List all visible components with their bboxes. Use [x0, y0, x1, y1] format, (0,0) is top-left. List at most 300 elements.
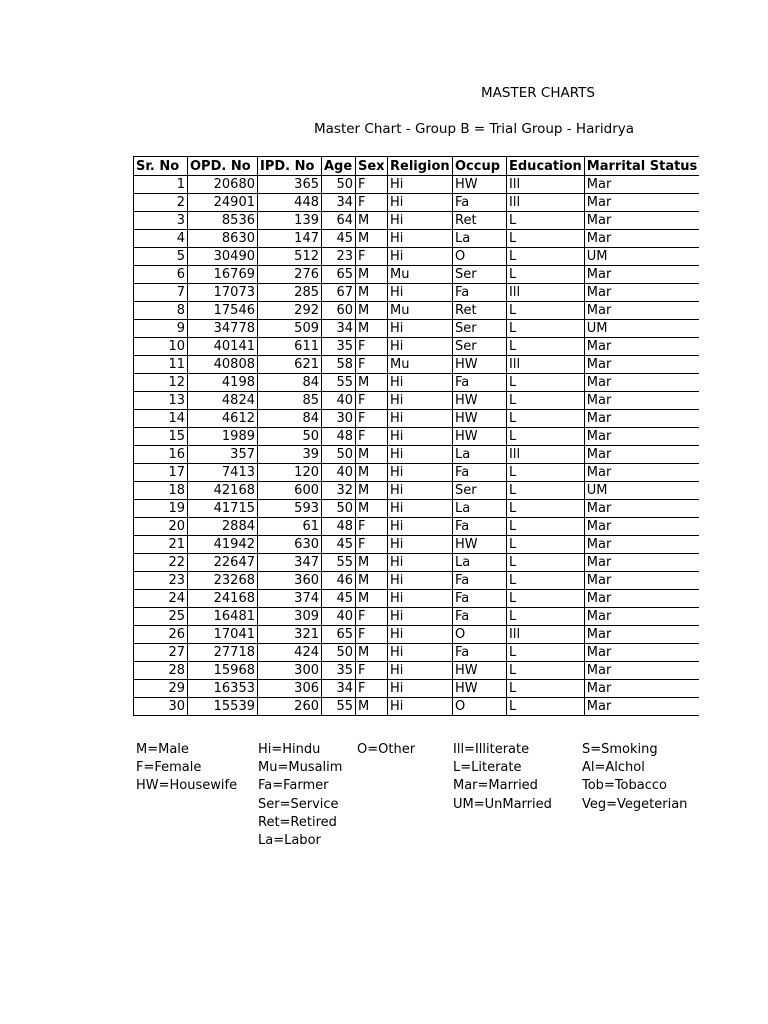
table-cell: 41715 [188, 500, 258, 518]
table-cell: 27 [134, 644, 188, 662]
table-cell: 10 [134, 338, 188, 356]
table-cell: 9 [134, 320, 188, 338]
table-cell: F [356, 608, 388, 626]
legend-item: Ill=Illiterate [453, 742, 530, 757]
table-cell: Ret [453, 302, 507, 320]
table-row [134, 482, 700, 500]
table-cell: UM [584, 320, 699, 338]
table-cell: Mar [584, 266, 699, 284]
table-cell: 509 [258, 320, 322, 338]
table-cell: 29 [134, 680, 188, 698]
column-header: Marrital Status [584, 157, 699, 176]
table-row [134, 608, 700, 626]
table-cell: 40 [322, 608, 356, 626]
table-cell: Mar [584, 428, 699, 446]
table-cell: 512 [258, 248, 322, 266]
table-cell: 17041 [188, 626, 258, 644]
table-cell: 30490 [188, 248, 258, 266]
column-header: Occup [453, 157, 507, 176]
table-cell: Fa [453, 644, 507, 662]
table-cell: 365 [258, 176, 322, 194]
table-cell: 309 [258, 608, 322, 626]
legend-item: Veg=Vegeterian [582, 796, 688, 812]
table-cell: Hi [388, 446, 453, 464]
table-cell: 50 [322, 176, 356, 194]
table-cell: 45 [322, 230, 356, 248]
table-cell: 20680 [188, 176, 258, 194]
legend-other [357, 741, 415, 759]
chart-subtitle: Master Chart - Group B = Trial Group - Haridrya [314, 121, 635, 137]
table-cell: Mar [584, 662, 699, 680]
table-cell: F [356, 410, 388, 428]
table-cell: La [453, 554, 507, 572]
table-cell: HW [453, 356, 507, 374]
table-cell: Mar [584, 410, 699, 428]
table-cell: M [356, 374, 388, 392]
table-cell: HW [453, 176, 507, 194]
table-row [134, 590, 700, 608]
table-cell: Mar [584, 554, 699, 572]
table-cell: Hi [388, 698, 453, 716]
table-cell: L [507, 374, 585, 392]
table-cell: F [356, 626, 388, 644]
table-cell: 25 [134, 608, 188, 626]
table-cell: La [453, 446, 507, 464]
column-header: Religion [388, 157, 453, 176]
table-cell: Mar [584, 194, 699, 212]
table-cell: L [507, 518, 585, 536]
table-cell: Fa [453, 572, 507, 590]
table-cell: 34 [322, 194, 356, 212]
table-cell: 7 [134, 284, 188, 302]
legend-education-marital [453, 741, 552, 814]
table-cell: Hi [388, 662, 453, 680]
table-cell: 21 [134, 536, 188, 554]
table-cell: Hi [388, 284, 453, 302]
table-row [134, 392, 700, 410]
table-cell: 276 [258, 266, 322, 284]
table-cell: Ill [507, 176, 585, 194]
table-cell: 17073 [188, 284, 258, 302]
column-header: Age [322, 157, 356, 176]
table-cell: 147 [258, 230, 322, 248]
table-cell: 32 [322, 482, 356, 500]
table-cell: Mar [584, 644, 699, 662]
table-cell: 347 [258, 554, 322, 572]
table-cell: 285 [258, 284, 322, 302]
table-header-row [134, 157, 700, 176]
table-cell: Hi [388, 212, 453, 230]
table-cell: 292 [258, 302, 322, 320]
table-cell: 16353 [188, 680, 258, 698]
table-cell: M [356, 590, 388, 608]
table-cell: Hi [388, 428, 453, 446]
table-cell: 24168 [188, 590, 258, 608]
legend-item: UM=UnMarried [453, 796, 552, 812]
table-cell: 1 [134, 176, 188, 194]
table-cell: Mar [584, 572, 699, 590]
table-cell: 600 [258, 482, 322, 500]
table-cell: L [507, 338, 585, 356]
table-cell: 34 [322, 680, 356, 698]
table-cell: 6 [134, 266, 188, 284]
table-cell: M [356, 644, 388, 662]
table-cell: L [507, 428, 585, 446]
table-cell: 39 [258, 446, 322, 464]
table-cell: 15 [134, 428, 188, 446]
table-cell: Ill [507, 284, 585, 302]
table-cell: M [356, 446, 388, 464]
table-row [134, 626, 700, 644]
table-cell: 55 [322, 374, 356, 392]
table-cell: L [507, 464, 585, 482]
table-cell: M [356, 320, 388, 338]
table-cell: 50 [322, 644, 356, 662]
legend-sex [136, 741, 237, 796]
table-cell: M [356, 464, 388, 482]
table-cell: Ser [453, 266, 507, 284]
table-cell: Mar [584, 680, 699, 698]
table-cell: Mar [584, 284, 699, 302]
table-row [134, 176, 700, 194]
table-cell: HW [453, 428, 507, 446]
table-cell: La [453, 230, 507, 248]
table-cell: 60 [322, 302, 356, 320]
legend-item: M=Male [136, 742, 189, 757]
legend-item: Mar=Married [453, 778, 538, 794]
legend-item: Mu=Musalim [258, 760, 343, 776]
table-cell: Hi [388, 230, 453, 248]
table-row [134, 338, 700, 356]
table-cell: Fa [453, 284, 507, 302]
table-cell: M [356, 212, 388, 230]
table-cell: 45 [322, 590, 356, 608]
table-row [134, 230, 700, 248]
table-cell: L [507, 482, 585, 500]
table-cell: 19 [134, 500, 188, 518]
table-cell: F [356, 176, 388, 194]
table-cell: 48 [322, 428, 356, 446]
table-cell: Hi [388, 248, 453, 266]
table-cell: 15539 [188, 698, 258, 716]
table-cell: 50 [322, 500, 356, 518]
table-cell: M [356, 482, 388, 500]
table-row [134, 356, 700, 374]
column-header: IPD. No [258, 157, 322, 176]
table-cell: 28 [134, 662, 188, 680]
table-cell: 34778 [188, 320, 258, 338]
table-cell: Ill [507, 446, 585, 464]
table-cell: Mu [388, 356, 453, 374]
table-cell: 34 [322, 320, 356, 338]
table-cell: 84 [258, 410, 322, 428]
table-cell: 50 [322, 446, 356, 464]
table-cell: 55 [322, 698, 356, 716]
table-cell: 85 [258, 392, 322, 410]
table-row [134, 212, 700, 230]
table-cell: Ser [453, 320, 507, 338]
table-cell: Ret [453, 212, 507, 230]
table-cell: Mar [584, 176, 699, 194]
table-cell: 16 [134, 446, 188, 464]
table-cell: 45 [322, 536, 356, 554]
table-cell: L [507, 572, 585, 590]
table-row [134, 194, 700, 212]
table-cell: Hi [388, 536, 453, 554]
table-cell: Hi [388, 464, 453, 482]
table-cell: 611 [258, 338, 322, 356]
table-cell: 22647 [188, 554, 258, 572]
table-row [134, 662, 700, 680]
table-cell: 26 [134, 626, 188, 644]
table-cell: 15968 [188, 662, 258, 680]
table-cell: L [507, 392, 585, 410]
table-cell: Mar [584, 698, 699, 716]
legend-item: Ser=Service [258, 796, 339, 812]
table-cell: L [507, 608, 585, 626]
table-cell: Ser [453, 338, 507, 356]
table-cell: 40 [322, 464, 356, 482]
table-cell: 22 [134, 554, 188, 572]
table-cell: 11 [134, 356, 188, 374]
table-cell: HW [453, 680, 507, 698]
legend-item: HW=Housewife [136, 778, 238, 794]
table-cell: 84 [258, 374, 322, 392]
table-cell: Hi [388, 338, 453, 356]
table-cell: M [356, 230, 388, 248]
legend-item: O=Other [357, 742, 416, 757]
table-cell: Mar [584, 590, 699, 608]
table-cell: 18 [134, 482, 188, 500]
table-cell: 40141 [188, 338, 258, 356]
table-cell: 13 [134, 392, 188, 410]
table-cell: 5 [134, 248, 188, 266]
table-cell: Mar [584, 392, 699, 410]
table-cell: L [507, 248, 585, 266]
table-cell: 24 [134, 590, 188, 608]
table-cell: Fa [453, 194, 507, 212]
legend-item: L=Literate [453, 760, 522, 776]
table-cell: 41942 [188, 536, 258, 554]
legend-item: Tob=Tobacco [582, 778, 667, 794]
table-cell: Fa [453, 590, 507, 608]
table-cell: Fa [453, 518, 507, 536]
table-cell: 621 [258, 356, 322, 374]
master-chart-table [133, 156, 699, 716]
legend-item: Hi=Hindu [258, 742, 321, 757]
table-cell: 8 [134, 302, 188, 320]
table-cell: 321 [258, 626, 322, 644]
table-cell: 67 [322, 284, 356, 302]
table-cell: 3 [134, 212, 188, 230]
legend-item: F=Female [136, 760, 202, 776]
table-cell: UM [584, 248, 699, 266]
table-cell: La [453, 500, 507, 518]
legend-item: La=Labor [258, 832, 321, 848]
table-cell: 306 [258, 680, 322, 698]
table-cell: Mar [584, 626, 699, 644]
table-cell: Hi [388, 608, 453, 626]
table-row [134, 446, 700, 464]
table-cell: 42168 [188, 482, 258, 500]
table-cell: Hi [388, 572, 453, 590]
table-cell: Mar [584, 212, 699, 230]
table-cell: 24901 [188, 194, 258, 212]
page-title: MASTER CHARTS [481, 85, 595, 101]
table-cell: 55 [322, 554, 356, 572]
table-cell: Hi [388, 320, 453, 338]
table-cell: 630 [258, 536, 322, 554]
table-cell: L [507, 554, 585, 572]
table-cell: Hi [388, 392, 453, 410]
table-cell: 300 [258, 662, 322, 680]
table-cell: Hi [388, 644, 453, 662]
column-header: Education [507, 157, 585, 176]
table-cell: Fa [453, 608, 507, 626]
table-cell: 1989 [188, 428, 258, 446]
table-cell: Hi [388, 554, 453, 572]
table-cell: 23 [322, 248, 356, 266]
table-cell: 424 [258, 644, 322, 662]
table-cell: HW [453, 392, 507, 410]
table-row [134, 302, 700, 320]
table-cell: 23 [134, 572, 188, 590]
table-cell: 360 [258, 572, 322, 590]
table-cell: UM [584, 482, 699, 500]
table-cell: 46 [322, 572, 356, 590]
table-cell: HW [453, 536, 507, 554]
table-row [134, 536, 700, 554]
table-cell: L [507, 662, 585, 680]
table-cell: Fa [453, 464, 507, 482]
table-cell: M [356, 266, 388, 284]
table-cell: 40808 [188, 356, 258, 374]
table-cell: L [507, 536, 585, 554]
table-cell: F [356, 428, 388, 446]
table-cell: F [356, 338, 388, 356]
table-cell: 139 [258, 212, 322, 230]
table-cell: L [507, 266, 585, 284]
table-cell: 27718 [188, 644, 258, 662]
table-cell: Mar [584, 302, 699, 320]
table-cell: 593 [258, 500, 322, 518]
table-cell: 17546 [188, 302, 258, 320]
table-row [134, 680, 700, 698]
table-cell: Mar [584, 608, 699, 626]
table-cell: Hi [388, 410, 453, 428]
table-cell: 2 [134, 194, 188, 212]
table-row [134, 320, 700, 338]
table-cell: Mar [584, 536, 699, 554]
table-cell: Mar [584, 464, 699, 482]
table-cell: L [507, 680, 585, 698]
table-cell: 374 [258, 590, 322, 608]
table-body [134, 176, 700, 716]
table-cell: Mar [584, 518, 699, 536]
table-row [134, 518, 700, 536]
legend-religion-occupation [258, 741, 342, 850]
table-cell: M [356, 698, 388, 716]
table-cell: 48 [322, 518, 356, 536]
table-cell: L [507, 500, 585, 518]
table-row [134, 374, 700, 392]
table-row [134, 554, 700, 572]
table-cell: M [356, 554, 388, 572]
table-cell: 260 [258, 698, 322, 716]
table-cell: Mar [584, 338, 699, 356]
legend-item: Ret=Retired [258, 814, 337, 830]
table-row [134, 284, 700, 302]
table-cell: M [356, 284, 388, 302]
table-cell: 17 [134, 464, 188, 482]
table-cell: 65 [322, 626, 356, 644]
table-row [134, 248, 700, 266]
table-row [134, 266, 700, 284]
table-cell: L [507, 698, 585, 716]
legend-item: Al=Alchol [582, 760, 645, 776]
table-cell: 4824 [188, 392, 258, 410]
table-cell: 12 [134, 374, 188, 392]
table-row [134, 464, 700, 482]
table-cell: F [356, 680, 388, 698]
table-cell: 8536 [188, 212, 258, 230]
table-cell: 58 [322, 356, 356, 374]
table-cell: 16481 [188, 608, 258, 626]
table-cell: F [356, 194, 388, 212]
table-cell: Hi [388, 680, 453, 698]
table-cell: Hi [388, 500, 453, 518]
table-cell: L [507, 590, 585, 608]
table-row [134, 410, 700, 428]
table-cell: O [453, 698, 507, 716]
table-cell: 357 [188, 446, 258, 464]
table-cell: L [507, 644, 585, 662]
table-cell: 4 [134, 230, 188, 248]
table-cell: 448 [258, 194, 322, 212]
table-cell: Mar [584, 356, 699, 374]
table-cell: 61 [258, 518, 322, 536]
table-cell: HW [453, 410, 507, 428]
table-cell: 120 [258, 464, 322, 482]
table-cell: Hi [388, 518, 453, 536]
table-cell: O [453, 248, 507, 266]
table-cell: M [356, 572, 388, 590]
table-cell: Ill [507, 626, 585, 644]
table-cell: Mar [584, 446, 699, 464]
table-cell: M [356, 302, 388, 320]
table-cell: F [356, 518, 388, 536]
table-cell: Hi [388, 194, 453, 212]
table-cell: 7413 [188, 464, 258, 482]
table-cell: 40 [322, 392, 356, 410]
table-cell: 16769 [188, 266, 258, 284]
table-cell: F [356, 662, 388, 680]
table-cell: Fa [453, 374, 507, 392]
table-cell: L [507, 320, 585, 338]
table-cell: 2884 [188, 518, 258, 536]
table-cell: 4612 [188, 410, 258, 428]
table-cell: F [356, 392, 388, 410]
table-cell: 23268 [188, 572, 258, 590]
table-cell: Hi [388, 374, 453, 392]
table-cell: F [356, 356, 388, 374]
column-header: Sr. No [134, 157, 188, 176]
table-cell: 4198 [188, 374, 258, 392]
table-cell: Hi [388, 590, 453, 608]
table-cell: Ser [453, 482, 507, 500]
table-cell: Mu [388, 302, 453, 320]
table-cell: F [356, 536, 388, 554]
